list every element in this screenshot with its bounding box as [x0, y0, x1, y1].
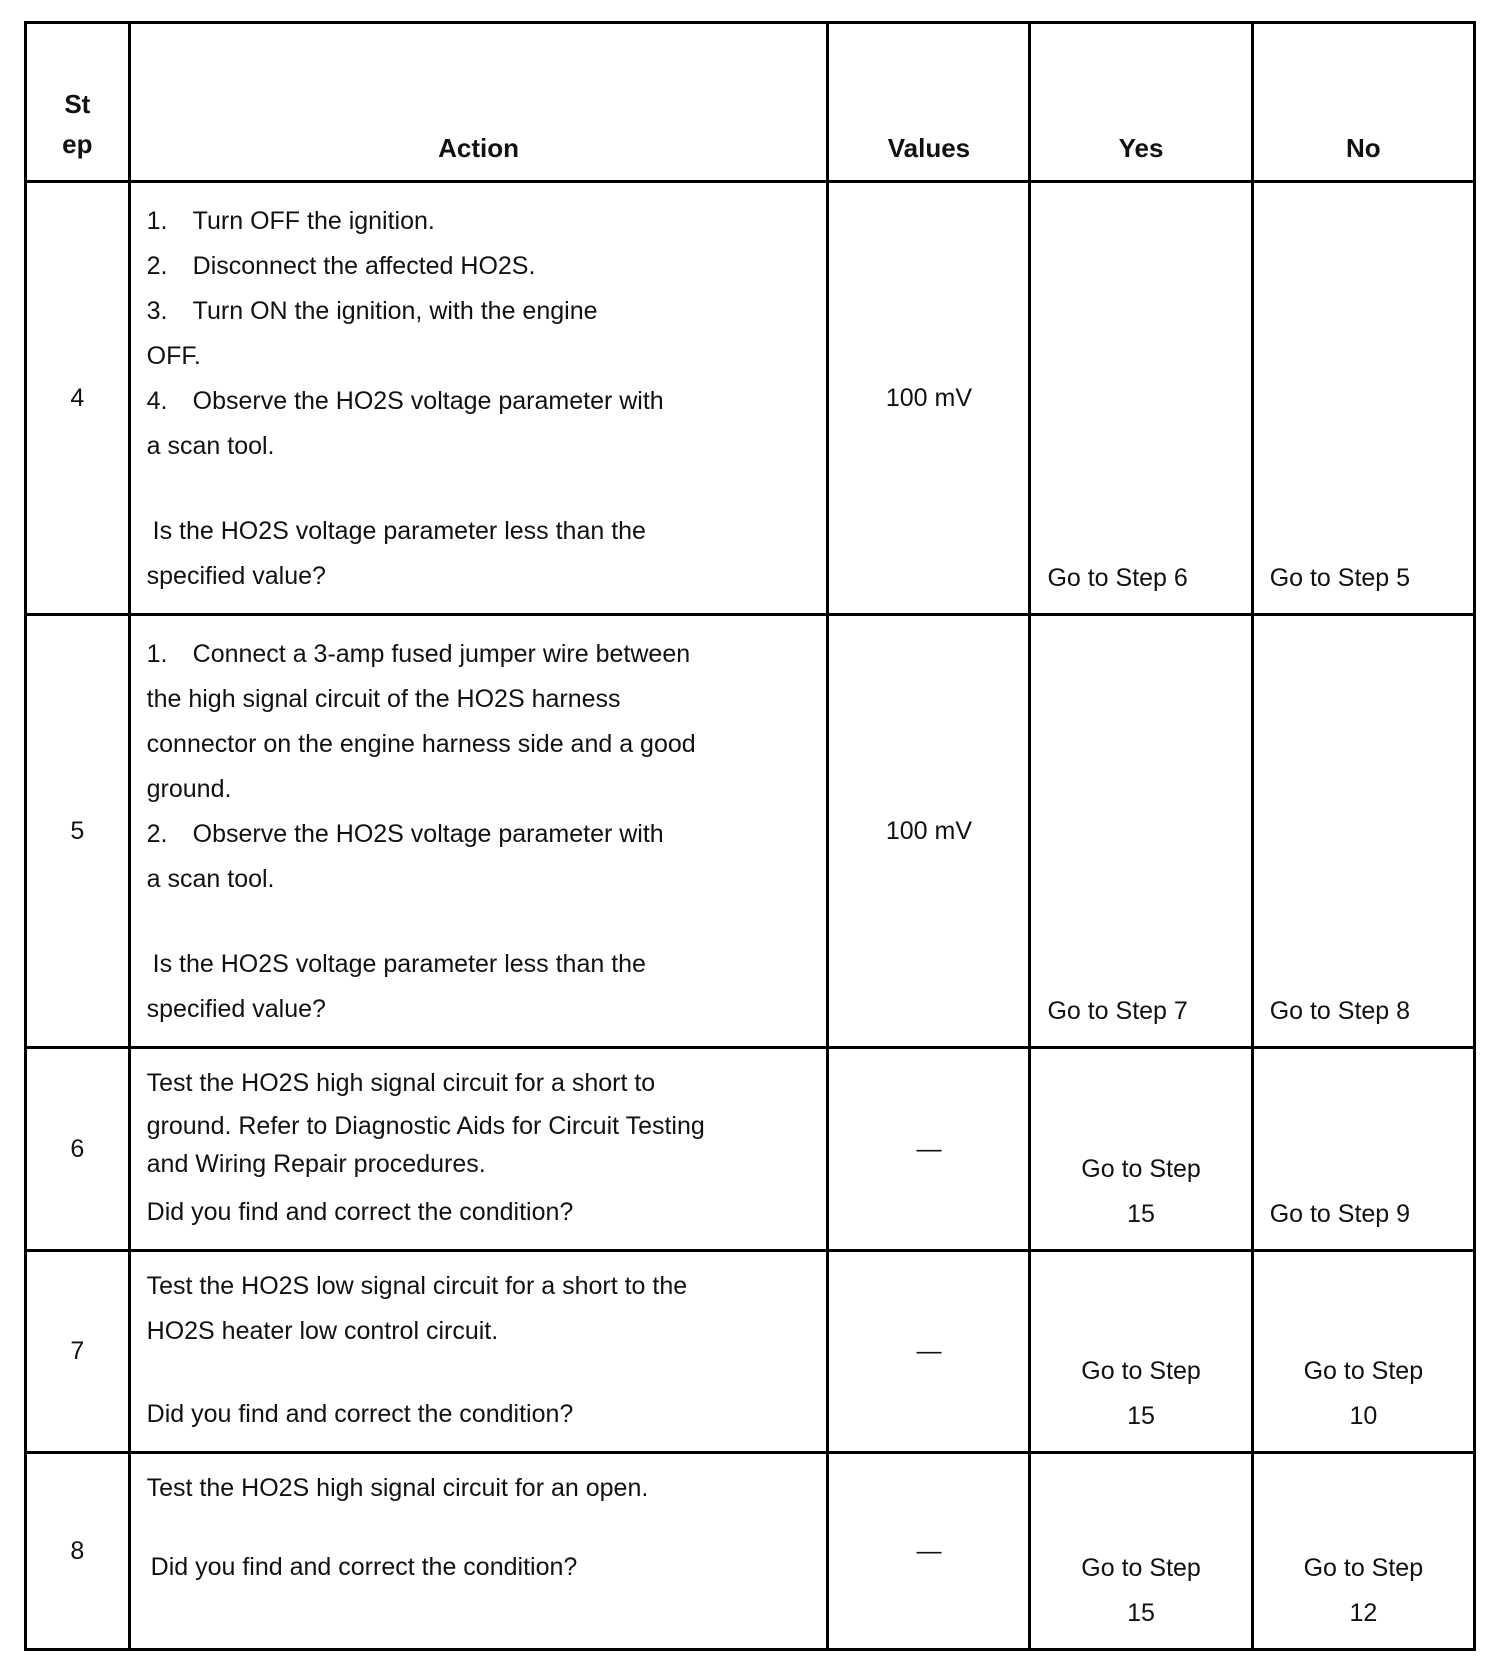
header-row — [26, 23, 1475, 182]
header-action: Action — [129, 23, 828, 182]
question-text: Is the HO2S voltage parameter less than the — [152, 517, 646, 545]
question-text: Did you find and correct the condition? — [146, 1400, 574, 1428]
yes-cell: Go to Step 6 — [1030, 182, 1252, 615]
header-yes: Yes — [1030, 23, 1252, 182]
no-cell: Go to Step 12 — [1252, 1453, 1474, 1650]
action-cell: 1. Connect a 3-amp fused jumper wire between the high signal circuit of the HO2S harness connector on the engine harness side and a good ground. 2. Observe the HO2S voltage parameter with a scan tool. Is the HO2S voltage parameter less than the specified value? — [129, 615, 828, 1048]
no-cell: Go to Step 10 — [1252, 1251, 1474, 1453]
question-text: Did you find and correct the condition? — [150, 1553, 578, 1581]
table-row — [26, 1048, 1475, 1251]
no-cell: Go to Step 5 — [1252, 182, 1474, 615]
value-cell: — — [828, 1251, 1030, 1453]
no-cell: Go to Step 9 — [1252, 1048, 1474, 1251]
header-values: Values — [828, 23, 1030, 182]
value-cell: 100 mV — [828, 182, 1030, 615]
header-step: St ep — [26, 23, 130, 182]
yes-cell: Go to Step 15 — [1030, 1048, 1252, 1251]
step-number: 7 — [26, 1251, 130, 1453]
step-number: 4 — [26, 182, 130, 615]
header-no: No — [1252, 23, 1474, 182]
table-row — [26, 182, 1475, 615]
table-row — [26, 615, 1475, 1048]
step-number: 6 — [26, 1048, 130, 1251]
value-cell: 100 mV — [828, 615, 1030, 1048]
table-row — [26, 1251, 1475, 1453]
yes-cell: Go to Step 7 — [1030, 615, 1252, 1048]
action-cell: Test the HO2S high signal circuit for an open. Did you find and correct the condition? — [129, 1453, 828, 1650]
question-text: Did you find and correct the condition? — [146, 1198, 574, 1226]
action-cell: Test the HO2S high signal circuit for a short to ground. Refer to Diagnostic Aids for Circuit Testing and Wiring Repair procedures. Did you find and correct the condition? — [129, 1048, 828, 1251]
table-row — [26, 1453, 1475, 1650]
step-number: 5 — [26, 615, 130, 1048]
yes-cell: Go to Step 15 — [1030, 1453, 1252, 1650]
action-cell: 1. Turn OFF the ignition. 2. Disconnect the affected HO2S. 3. Turn ON the ignition, with the engine OFF. 4. Observe the HO2S voltage parameter with a scan tool. Is the HO2S voltage parameter less than the specified value? — [129, 182, 828, 615]
action-cell: Test the HO2S low signal circuit for a short to the HO2S heater low control circuit. Did you find and correct the condition? — [129, 1251, 828, 1453]
question-text: Is the HO2S voltage parameter less than the — [152, 950, 646, 978]
yes-cell: Go to Step 15 — [1030, 1251, 1252, 1453]
value-cell: — — [828, 1453, 1030, 1650]
step-number: 8 — [26, 1453, 130, 1650]
no-cell: Go to Step 8 — [1252, 615, 1474, 1048]
diagnostic-table — [24, 21, 1476, 1651]
value-cell: — — [828, 1048, 1030, 1251]
